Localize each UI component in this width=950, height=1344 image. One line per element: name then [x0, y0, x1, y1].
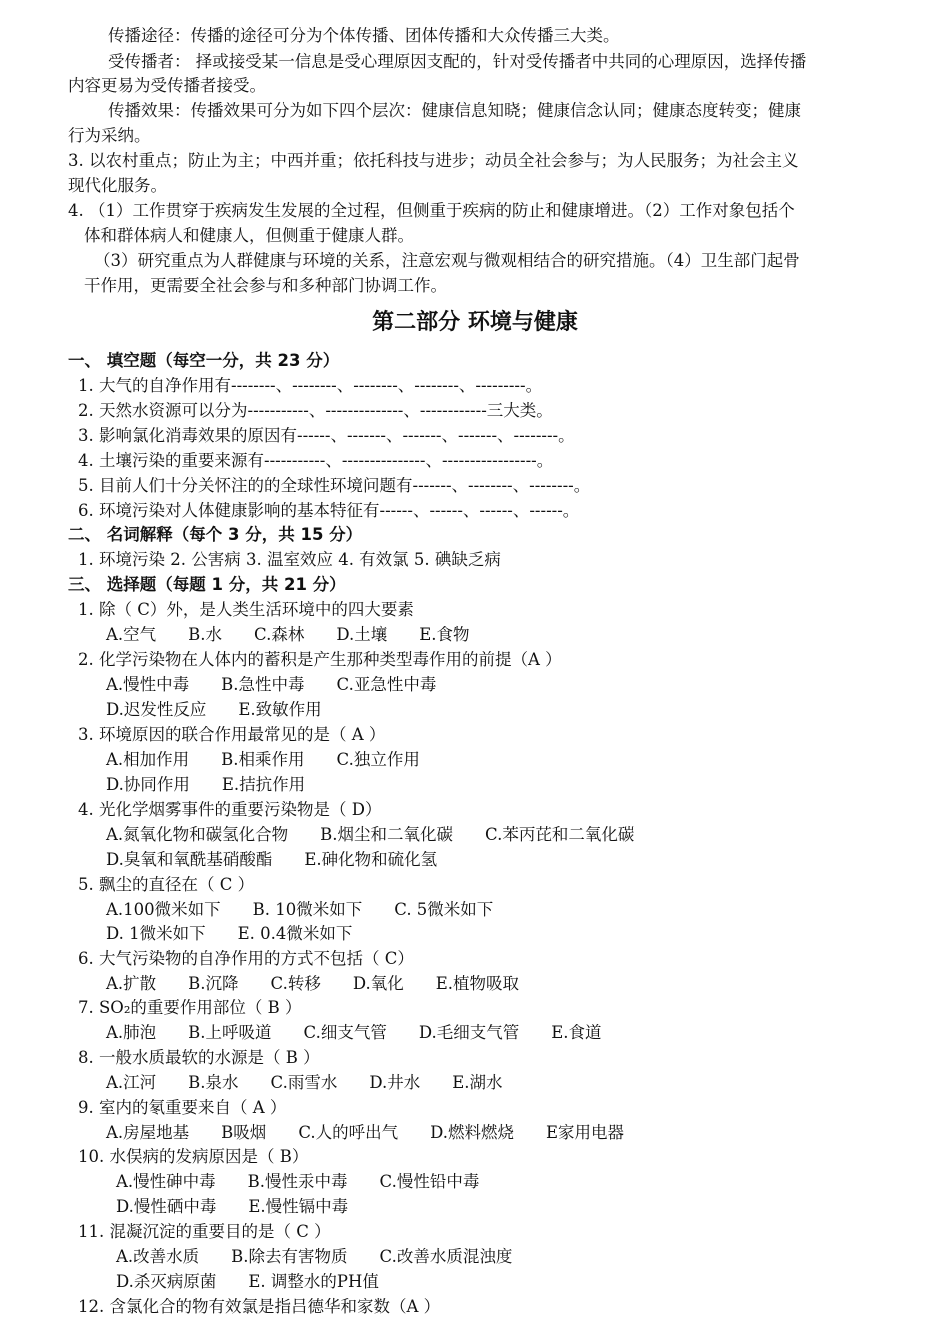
option: D.臭氧和氧酰基硝酸酯 — [106, 850, 273, 869]
fill-item: 1. 大气的自净作用有--------、--------、--------、--------、---------。 — [78, 376, 543, 395]
option-row — [106, 773, 337, 797]
option-row — [116, 1170, 511, 1194]
option: D.协同作用 — [106, 775, 190, 794]
option: B.急性中毒 — [221, 675, 305, 694]
option: D.迟发性反应 — [106, 700, 207, 719]
option: A.氮氧化物和碳氢化合物 — [106, 825, 289, 844]
option: B.上呼吸道 — [188, 1023, 272, 1042]
section-heading: 三、 选择题（每题 1 分，共 21 分） — [68, 575, 346, 594]
option: E.砷化物和硫化氢 — [304, 850, 438, 869]
option: A.江河 — [106, 1073, 157, 1092]
option: A.空气 — [106, 625, 157, 644]
option-row — [106, 1071, 535, 1095]
option: C.转移 — [270, 974, 321, 993]
option: C.改善水质混浊度 — [379, 1247, 513, 1266]
option: E.植物吸取 — [435, 974, 520, 993]
section-heading: 一、 填空题（每空一分，共 23 分） — [68, 351, 340, 370]
option: D.土壤 — [336, 625, 388, 644]
option: B.相乘作用 — [221, 750, 305, 769]
option: B. 10微米如下 — [252, 900, 363, 919]
option-row — [106, 972, 551, 996]
option: D. 1微米如下 — [106, 924, 206, 943]
question: 11. 混凝沉淀的重要目的是（ C ） — [78, 1222, 331, 1241]
option-row — [116, 1195, 380, 1219]
option: C.细支气管 — [303, 1023, 387, 1042]
intro-line: 行为采纳。 — [68, 126, 151, 145]
option: A.肺泡 — [106, 1023, 157, 1042]
intro-line: 传播效果：传播效果可分为如下四个层次：健康信息知晓；健康信念认同；健康态度转变；健康 — [108, 101, 801, 120]
option: E.慢性镉中毒 — [248, 1197, 349, 1216]
intro-line: 现代化服务。 — [68, 176, 167, 195]
question: 12. 含氯化合的物有效氯是指吕德华和家数（A ） — [78, 1297, 441, 1316]
option-row — [106, 898, 525, 922]
intro-line: 干作用，更需要全社会参与和多种部门协调工作。 — [84, 276, 447, 295]
section-heading: 二、 名词解释（每个 3 分，共 15 分） — [68, 525, 363, 544]
intro-line: 内容更易为受传播者接受。 — [68, 76, 266, 95]
option: A.相加作用 — [106, 750, 190, 769]
option: D.慢性硒中毒 — [116, 1197, 217, 1216]
option: C.慢性铅中毒 — [379, 1172, 480, 1191]
option: A.房屋地基 — [106, 1123, 190, 1142]
option: D.氧化 — [352, 974, 404, 993]
question: 3. 环境原因的联合作用最常见的是（ A ） — [78, 725, 386, 744]
option: B.慢性汞中毒 — [247, 1172, 348, 1191]
option-row — [106, 698, 354, 722]
option: E.拮抗作用 — [221, 775, 306, 794]
option: D.燃料燃烧 — [430, 1123, 514, 1142]
option: A.100微米如下 — [106, 900, 221, 919]
question: 8. 一般水质最软的水源是（ B ） — [78, 1048, 320, 1067]
option: B吸烟 — [221, 1123, 267, 1142]
option: C.雨雪水 — [270, 1073, 338, 1092]
fill-item: 4. 土壤污染的重要来源有-----------、---------------、-----------------。 — [78, 451, 554, 470]
option: A.扩散 — [106, 974, 157, 993]
intro-line: 受传播者： 择或接受某一信息是受心理原因支配的，针对受传播者中共同的心理原因，选择传播 — [108, 52, 807, 71]
option-row — [106, 623, 502, 647]
question: 5. 飘尘的直径在（ C ） — [78, 875, 255, 894]
option: C.亚急性中毒 — [336, 675, 437, 694]
option-row — [106, 1121, 656, 1145]
option: C.苯丙芘和二氧化碳 — [485, 825, 635, 844]
option: E家用电器 — [546, 1123, 625, 1142]
option: E.食物 — [419, 625, 470, 644]
question: 4. 光化学烟雾事件的重要污染物是（ D） — [78, 800, 382, 819]
question: 1. 除（ C）外，是人类生活环境中的四大要素 — [78, 600, 414, 619]
option: C. 5微米如下 — [394, 900, 494, 919]
question: 7. SO₂的重要作用部位（ B ） — [78, 998, 302, 1017]
option: B.沉降 — [188, 974, 239, 993]
option: B.泉水 — [188, 1073, 239, 1092]
option: E.湖水 — [452, 1073, 503, 1092]
question: 10. 水俣病的发病原因是（ B） — [78, 1147, 309, 1166]
option: C.人的呼出气 — [298, 1123, 399, 1142]
question: 6. 大气污染物的自净作用的方式不包括（ C） — [78, 949, 414, 968]
fill-item: 5. 目前人们十分关怀注的的全球性环境问题有-------、--------、--------。 — [78, 476, 591, 495]
intro-line: 4. （1）工作贯穿于疾病发生发展的全过程，但侧重于疾病的防止和健康增进。（2）工作对象包括个 — [68, 201, 795, 220]
option-row — [106, 823, 666, 847]
fill-item: 6. 环境污染对人体健康影响的基本特征有------、------、------、------。 — [78, 501, 580, 520]
option: A.慢性中毒 — [106, 675, 190, 694]
intro-line: 传播途径：传播的途径可分为个体传播、团体传播和大众传播三大类。 — [108, 26, 620, 45]
option-row — [106, 748, 452, 772]
fill-item: 3. 影响氯化消毒效果的原因有------、-------、-------、-------、--------。 — [78, 426, 575, 445]
option-row — [106, 848, 469, 872]
question: 9. 室内的氡重要来自（ A ） — [78, 1098, 287, 1117]
option: C.森林 — [254, 625, 305, 644]
question: 2. 化学污染物在人体内的蓄积是产生那种类型毒作用的前提（A ） — [78, 650, 562, 669]
part-title: 第二部分 环境与健康 — [372, 310, 578, 335]
option-row — [116, 1245, 544, 1269]
intro-line: 3. 以农村重点；防止为主；中西并重；依托科技与进步；动员全社会参与；为人民服务；为社会主义 — [68, 151, 799, 170]
option: B.烟尘和二氧化碳 — [320, 825, 454, 844]
option: A.慢性砷中毒 — [116, 1172, 216, 1191]
intro-line: 体和群体病人和健康人，但侧重于健康人群。 — [84, 226, 414, 245]
intro-line: （3）研究重点为人群健康与环境的关系，注意宏观与微观相结合的研究措施。（4）卫生部门起骨 — [94, 251, 800, 270]
option: B.除去有害物质 — [231, 1247, 348, 1266]
option: E.食道 — [551, 1023, 602, 1042]
option: B.水 — [188, 625, 223, 644]
option: C.独立作用 — [336, 750, 420, 769]
option-row — [106, 922, 384, 946]
option-row — [106, 673, 468, 697]
option: E.致敏作用 — [238, 700, 322, 719]
term-list: 1. 环境污染 2. 公害病 3. 温室效应 4. 有效氯 5. 碘缺乏病 — [78, 550, 501, 569]
option: E. 调整水的PH值 — [248, 1272, 379, 1291]
option: E. 0.4微米如下 — [237, 924, 353, 943]
option-row — [106, 1021, 634, 1045]
option-row — [116, 1270, 411, 1294]
option: D.毛细支气管 — [418, 1023, 520, 1042]
option: D.井水 — [369, 1073, 421, 1092]
option: A.改善水质 — [116, 1247, 200, 1266]
fill-item: 2. 天然水资源可以分为-----------、--------------、------------三大类。 — [78, 401, 553, 420]
option: D.杀灭病原菌 — [116, 1272, 217, 1291]
